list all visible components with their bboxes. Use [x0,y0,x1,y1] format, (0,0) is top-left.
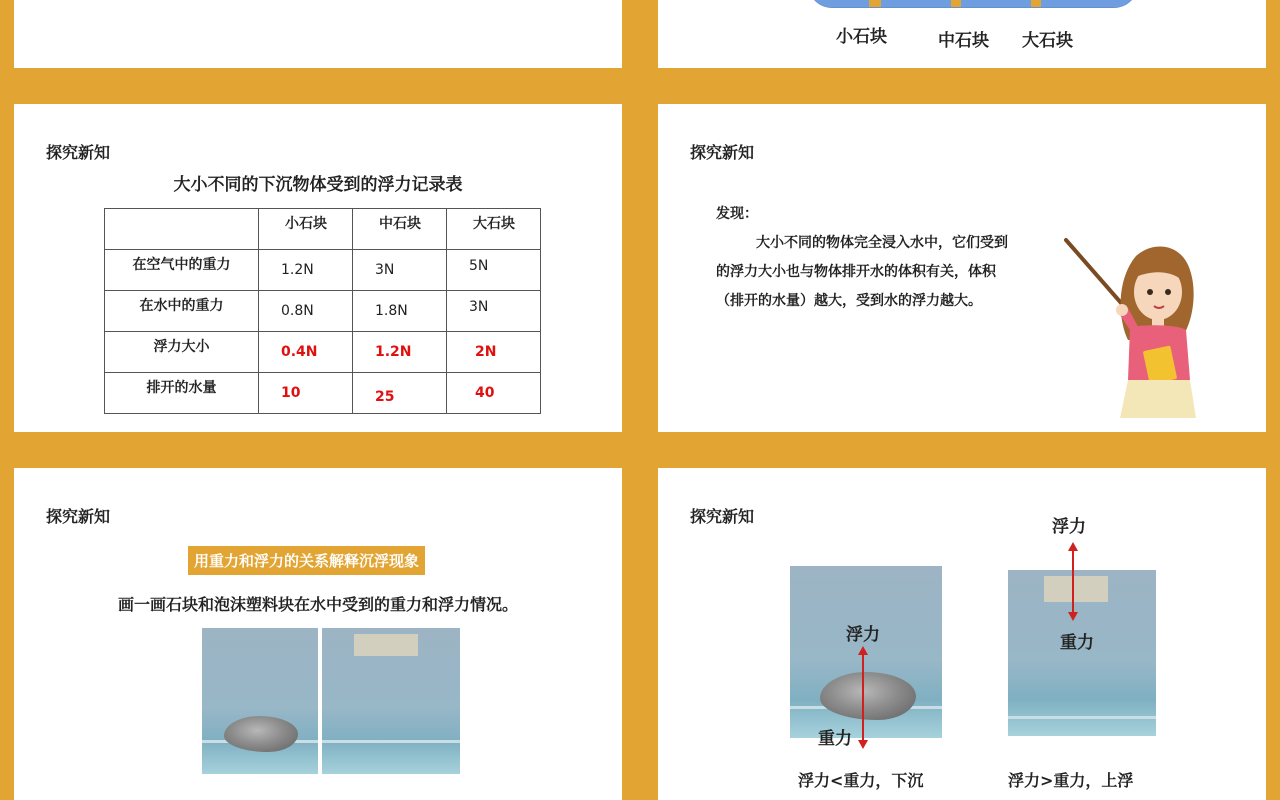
slide-4 [644,90,1280,446]
teacher-illustration [1058,230,1198,420]
table-cell: 40 [447,373,541,414]
slide-heading: 探究新知 [46,143,111,162]
header-large-stone: 大石块 [447,209,541,250]
table-row [105,250,541,291]
force-arrow [1072,550,1074,612]
finding-block [716,200,1016,316]
slide-6-content [658,468,1266,800]
stone [820,672,916,720]
header-medium-stone: 中石块 [353,209,447,250]
gravity-label: 重力 [1060,633,1094,653]
slide-3-content [14,104,622,432]
slide-5 [0,454,636,800]
slide-heading: 探究新知 [690,143,755,162]
table-corner-cell [105,209,259,250]
label-large-stone: 大石块 [1022,31,1073,51]
table-row [105,291,541,332]
foam-in-water-photo [322,628,460,774]
instruction-text: 画一画石块和泡沫塑料块在水中受到的重力和浮力情况。 [117,595,518,614]
gravity-arrow-head [858,740,868,749]
row-label: 浮力大小 [105,332,259,373]
slide-4-content [658,104,1266,432]
finding-text: 大小不同的物体完全浸入水中，它们受到的浮力大小也与物体排开水的体积有关，体积（排开的水量）越大，受到水的浮力越大。 [716,235,1008,309]
slide-5-content [14,468,622,800]
slide-heading: 探究新知 [690,507,755,526]
topic-banner: 用重力和浮力的关系解释沉浮现象 [188,546,425,575]
float-caption: 浮力>重力，上浮 [1008,771,1134,790]
table-cell: 2N [447,332,541,373]
gravity-label: 重力 [818,729,852,749]
finding-label: 发现： [716,206,758,222]
table-row [105,332,541,373]
floating-foam-photo [1008,570,1156,736]
table-cell: 3N [353,250,447,291]
table-cell: 5N [447,250,541,291]
row-label: 排开的水量 [105,373,259,414]
slide-1 [0,0,636,82]
slide-2 [644,0,1280,82]
slide-1-content [14,0,622,68]
sink-caption: 浮力<重力，下沉 [798,771,924,790]
row-label: 在水中的重力 [105,291,259,332]
row-label: 在空气中的重力 [105,250,259,291]
buoyancy-label: 浮力 [1052,517,1086,537]
foam-block [1044,576,1108,602]
stone [224,716,298,752]
force-arrow [862,654,864,740]
table-cell: 1.2N [259,250,353,291]
stone-size-bar [808,0,1138,8]
stone-in-water-photo [202,628,318,774]
label-small-stone: 小石块 [836,27,887,47]
label-medium-stone: 中石块 [938,31,989,51]
buoyancy-label: 浮力 [846,625,880,645]
table-cell: 3N [447,291,541,332]
table-cell: 1.8N [353,291,447,332]
table-row [105,373,541,414]
slide-heading: 探究新知 [46,507,111,526]
table-cell: 0.4N [259,332,353,373]
gravity-arrow-head [1068,612,1078,621]
table-title: 大小不同的下沉物体受到的浮力记录表 [173,175,463,195]
buoyancy-record-table [104,208,541,414]
table-cell: 25 [353,373,447,414]
slide-6 [644,454,1280,800]
slide-3 [0,90,636,446]
table-cell: 1.2N [353,332,447,373]
foam-block [354,634,418,656]
table-header-row [105,209,541,250]
table-cell: 10 [259,373,353,414]
header-small-stone: 小石块 [259,209,353,250]
slide-2-content [658,0,1266,68]
table-cell: 0.8N [259,291,353,332]
